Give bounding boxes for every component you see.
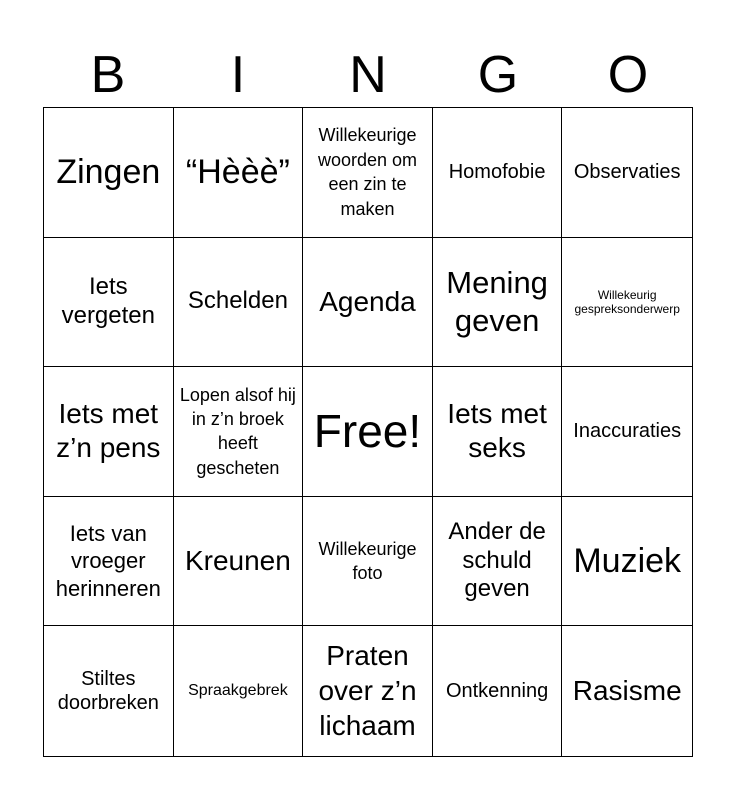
cell-text: Willekeurige foto bbox=[318, 538, 417, 584]
bingo-cell[interactable] bbox=[44, 497, 174, 627]
header-letter-b: B bbox=[90, 46, 126, 104]
cell-text: Muziek bbox=[573, 541, 682, 580]
cell-text: Homofobie bbox=[448, 161, 546, 184]
cell-text: Iets met z’n pens bbox=[56, 397, 161, 464]
cell-text: Agenda bbox=[319, 285, 416, 317]
bingo-cell[interactable] bbox=[562, 497, 692, 627]
bingo-cell[interactable] bbox=[174, 367, 304, 497]
bingo-cell[interactable] bbox=[562, 626, 692, 756]
bingo-cell[interactable] bbox=[433, 626, 563, 756]
cell-text: Inaccuraties bbox=[573, 420, 682, 443]
cell-text: Iets met seks bbox=[447, 397, 547, 464]
free-space-cell[interactable] bbox=[303, 367, 433, 497]
cell-text: Iets van vroeger herinneren bbox=[55, 520, 161, 601]
bingo-cell[interactable] bbox=[562, 238, 692, 368]
bingo-cell[interactable] bbox=[44, 626, 174, 756]
bingo-cell[interactable] bbox=[433, 108, 563, 238]
bingo-cell[interactable] bbox=[303, 626, 433, 756]
bingo-cell[interactable] bbox=[44, 238, 174, 368]
cell-text: Observaties bbox=[573, 161, 681, 184]
bingo-cell[interactable] bbox=[433, 238, 563, 368]
bingo-cell[interactable] bbox=[562, 367, 692, 497]
header-letter-i: I bbox=[230, 46, 246, 104]
bingo-grid bbox=[43, 107, 693, 757]
bingo-cell[interactable] bbox=[433, 367, 563, 497]
cell-text: Ander de schuld geven bbox=[448, 517, 546, 603]
cell-text: Free! bbox=[313, 405, 422, 458]
cell-text: Zingen bbox=[56, 152, 161, 191]
cell-text: Willekeurige woorden om een zin te maken bbox=[317, 125, 418, 219]
bingo-cell[interactable] bbox=[303, 108, 433, 238]
cell-text: Praten over z’n lichaam bbox=[318, 640, 417, 741]
cell-text: Iets vergeten bbox=[61, 273, 155, 329]
cell-text: Rasisme bbox=[572, 674, 682, 706]
bingo-cell[interactable] bbox=[562, 108, 692, 238]
cell-text: Schelden bbox=[187, 287, 288, 315]
bingo-cell[interactable] bbox=[174, 238, 304, 368]
bingo-cell[interactable] bbox=[433, 497, 563, 627]
cell-text: Ontkenning bbox=[445, 680, 549, 702]
header-letter-o: O bbox=[607, 46, 649, 104]
bingo-cell[interactable] bbox=[174, 497, 304, 627]
bingo-header bbox=[43, 44, 693, 106]
cell-text: Lopen alsof hij in z’n broek heeft gescheten bbox=[179, 384, 296, 478]
bingo-cell[interactable] bbox=[44, 108, 174, 238]
bingo-cell[interactable] bbox=[303, 497, 433, 627]
bingo-cell[interactable] bbox=[303, 238, 433, 368]
bingo-cell[interactable] bbox=[174, 626, 304, 756]
cell-text: Mening geven bbox=[446, 265, 548, 338]
header-letter-g: G bbox=[477, 46, 519, 104]
bingo-cell[interactable] bbox=[44, 367, 174, 497]
cell-text: Willekeurig gespreksonderwerp bbox=[574, 287, 680, 316]
header-letter-n: N bbox=[349, 46, 387, 104]
cell-text: Kreunen bbox=[184, 544, 291, 576]
cell-text: “Hèèè” bbox=[185, 152, 290, 191]
bingo-cell[interactable] bbox=[174, 108, 304, 238]
cell-text: Spraakgebrek bbox=[188, 681, 288, 699]
cell-text: Stiltes doorbreken bbox=[57, 667, 159, 715]
